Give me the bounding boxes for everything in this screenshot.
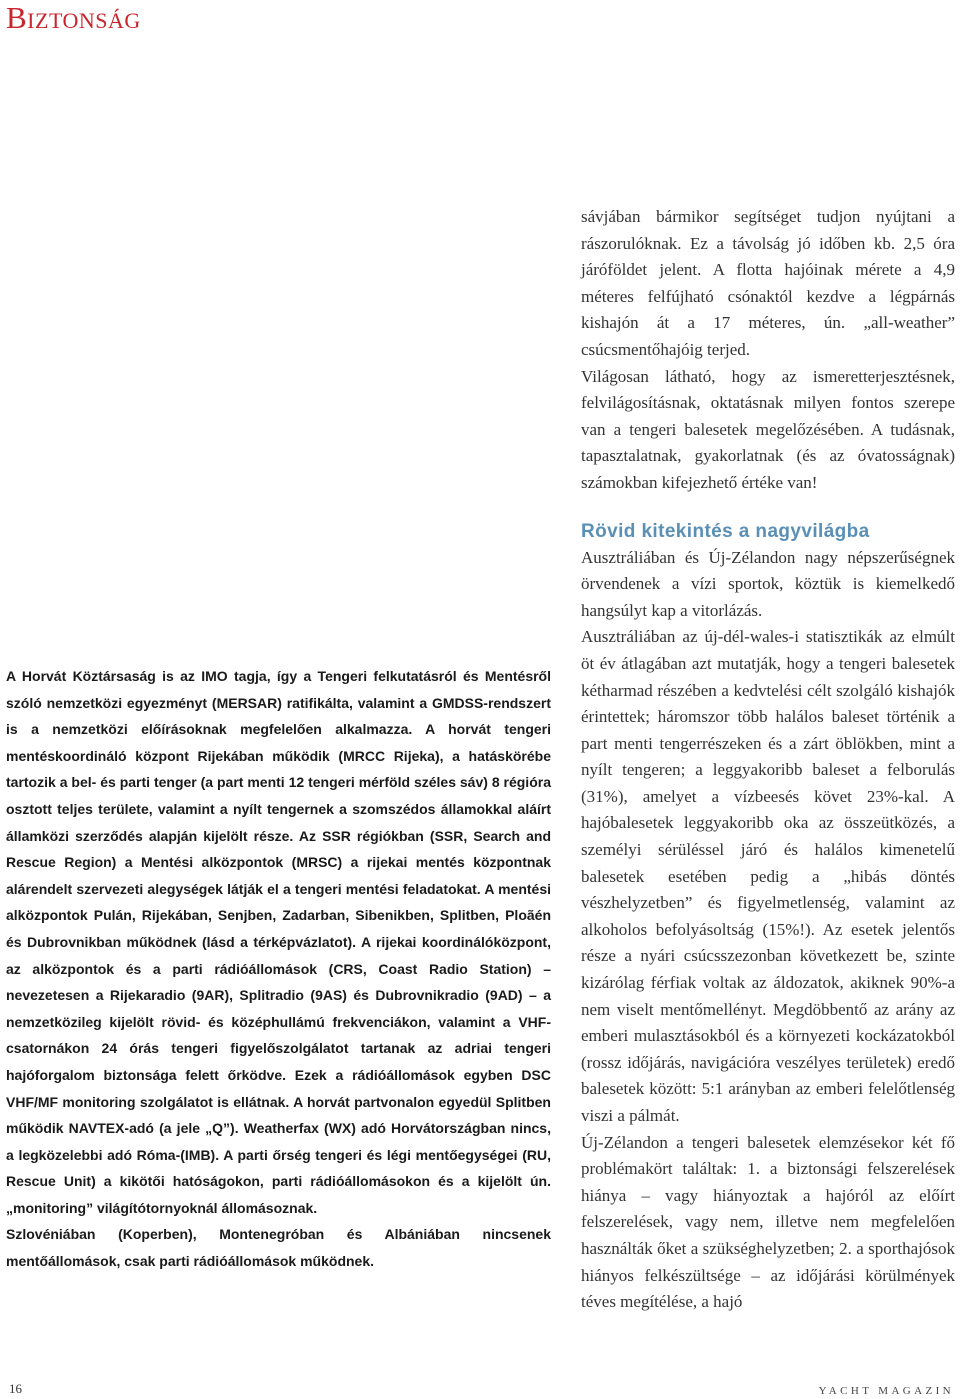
sidebar-paragraph: A Horvát Köztársaság is az IMO tagja, így a Tengeri felkutatásról és Mentésről szóló nemzetközi egyezményt (MERSAR) ratifikálta, valamint a GMDSS-rendszert is a nemzetközi előírásoknak megfelelően alkalmazza. A horvát tengeri mentéskoordináló központ Rijekában működik (MRCC Rijeka), a hatáskörébe tartozik a bel- és parti tenger (a part menti 12 tengeri mérföld széles sáv) 8 régióra osztott teljes területe, valamint a nyílt tengernek a szomszédos államokkal aláírt államközi szerződés alapján kijelölt része. Az SSR régiókban (SSR, Search and Rescue Region) a Mentési alközpontok (MRSC) a rijekai mentés központnak alárendelt szervezeti alegységek látják el a tengeri mentési feladatokat. A mentési alközpontok Pulán, Rijekában, Senjben, Zadarban, Sibenikben, Splitben, Ploãén és Dubrovnikban működnek (lásd a térképvázlatot). A rijekai koordinálóközpont, az alközpontok és a parti rádióállomások (CRS, Coast Radio Station) – nevezetesen a Rijekaradio (9AR), Splitradio (9AS) és Dubrovnikradio (9AD) – a nemzetközileg kijelölt rövid- és középhullámú frekvenciákon, valamint a VHF-csatornákon 24 órás tengeri figyelőszolgálatot tartanak az adriai tengeri hajóforgalom biztonsága felett őrködve. Ezek a rádióállomások egyben DSC VHF/MF monitoring szolgálatot is ellátnak. A horvát partvonalon egyedül Splitben működik NAVTEX-adó (a jele „Q”). Weatherfax (WX) adó Horvátországban nincs, a legközelebbi adó Róma-(IMB). A parti őrség tengeri és légi mentőegységei (RU, Rescue Unit) a kikötői hatóságokon, parti rádióállomásokon és a kijelölt ún. „monitoring” világítótornyoknál állomásoznak. [6,668,551,1216]
sidebar-paragraph: Szlovéniában (Koperben), Montenegróban és Albániában nincsenek mentőállomások, csak parti rádióállomások működnek. [6,1226,551,1270]
body-paragraph: Ausztráliában az új-dél-wales-i statisztikák az elmúlt öt év átlagában azt mutatják, hogy a tengeri balesetek kétharmad részében a kedvtelési célt szolgáló kishajók érintettek; háromszor több halálos baleset történik a part menti tengerrészeken és a zárt öblökben, mint a nyílt tengeren; a leggyakoribb baleset a felborulás (31%), amelyet a vízbeesés követ 23%-kal. A hajóbalesetek leggyakoribb oka az összeütközés, a személyi sérüléssel járó és halálos kimenetelű balesetek esetében pedig a „hibás döntés vészhelyzetben” és figyelmetlenség, valamint az alkoholos befolyásoltság (15%!). Az esetek jelentős része a nyári csúcsszezonban következett be, szinte kizárólag férfiak voltak az áldozatok, akiknek 90%-a nem viselt mentőmellényt. Megdöbbentő az arány az emberi mulasztásokból és a környezeti kockázatokból (rossz időjárás, navigációra veszélyes területek) eredő balesetek között: 5:1 arányban az emberi felelőtlenség viszi a pálmát. [581,627,955,1125]
sidebar-box [6,663,551,1275]
magazine-name: YACHT MAGAZIN [818,1385,954,1397]
right-column [581,204,955,1316]
body-paragraph: sávjában bármikor segítséget tudjon nyújtani a rászorulóknak. Ez a távolság jó időben kb. 2,5 óra járóföldet jelent. A flotta hajóinak mérete a 4,9 méteres felfújható csónaktól kezdve a légpárnás kishajón át a 17 méteres, ún. „all-weather” csúcsmentőhajóig terjed. [581,207,955,359]
section-title: Biztonság [6,0,141,35]
page-number: 16 [9,1381,22,1396]
body-paragraph: Ausztráliában és Új-Zélandon nagy népszerűségnek örvendenek a vízi sportok, köztük is kiemelkedő hangsúlyt kap a vitorlázás. [581,547,955,620]
body-paragraph: Világosan látható, hogy az ismeretterjesztésnek, felvilágosításnak, oktatásnak milyen fontos szerepe van a tengeri balesetek megelőzésében. A tudásnak, tapasztalatnak, gyakorlatnak (és az óvatosságnak) számokban kifejezhető értéke van! [581,366,955,492]
footer-divider [0,1373,960,1374]
body-paragraph: Új-Zélandon a tengeri balesetek elemzésekor két fő problémakört találtak: 1. a biztonsági felszerelések hiánya – vagy hiányoztak a hajóról az előírt felszerelések, vagy nem, illetve nem megfelelően használták őket a szükséghelyzetben; 2. a sporthajósok hiányos felkészültsége – az időjárási körülmények téves megítélése, a hajó [581,1132,955,1312]
subheading: Rövid kitekintés a nagyvilágba [581,520,870,542]
